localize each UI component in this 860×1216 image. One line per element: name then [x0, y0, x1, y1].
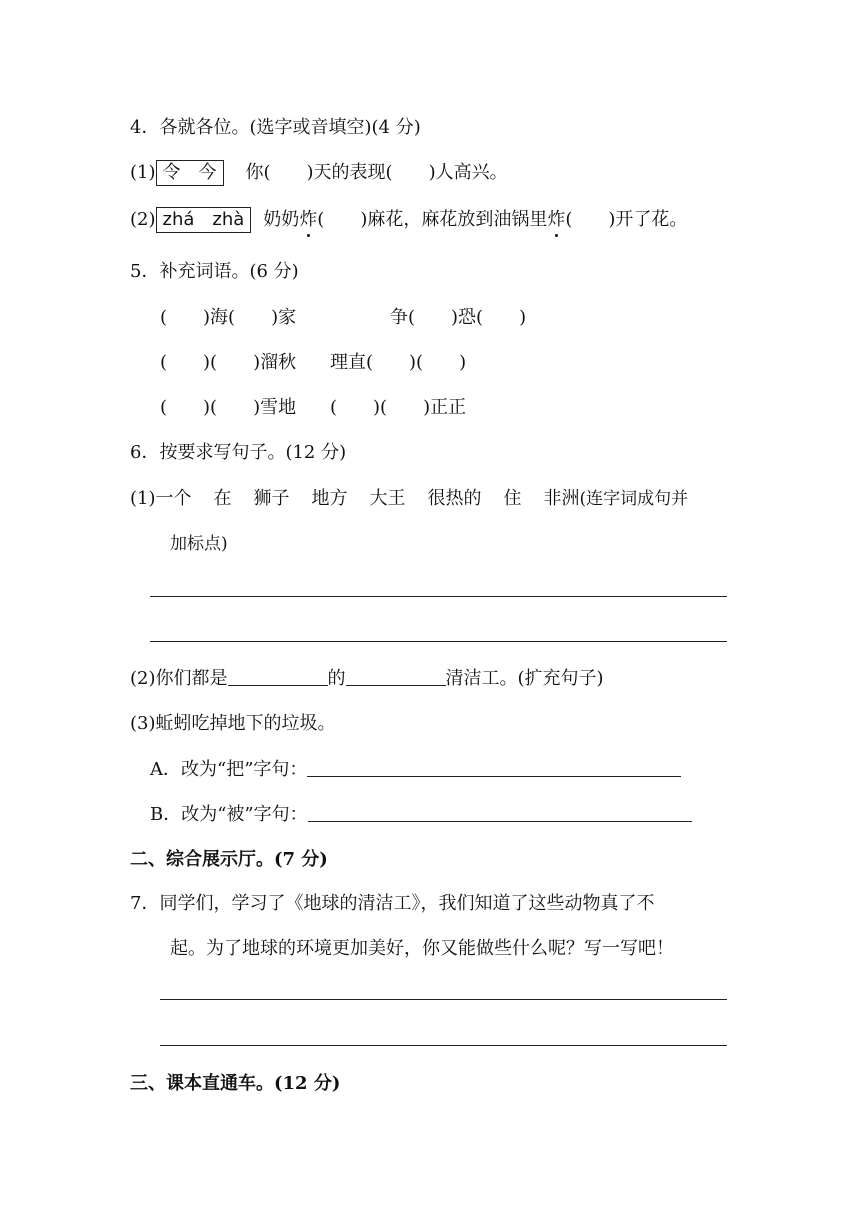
q4-item-1: (1) 令 今 你( )天的表现( )人高兴。: [130, 160, 508, 186]
char-choice-box: 令 今: [156, 160, 224, 186]
word-3: 狮子: [253, 488, 290, 509]
q5-blank-5: ( )( )雪地: [160, 397, 297, 418]
answer-line[interactable]: [150, 596, 727, 597]
word-4: 地方: [311, 488, 348, 509]
q4-title: 4．各就各位。(选字或音填空)(4 分): [130, 117, 421, 138]
word-1: 一个: [155, 488, 192, 509]
pinyin-choice-box: zhá zhà: [156, 207, 252, 233]
q5-blank-2: 争( )恐( ): [390, 307, 527, 328]
q6-pb: B．改为“被”字句：: [150, 803, 692, 827]
q6-p3: (3)蚯蚓吃掉地下的垃圾。: [130, 713, 336, 734]
word-5: 大王: [369, 488, 406, 509]
q5-blank-6: ( )( )正正: [330, 397, 467, 418]
q5-blank-4: 理直( )( ): [330, 352, 467, 373]
fill-blank[interactable]: [308, 803, 692, 822]
q5-blank-1: ( )海( )家: [160, 307, 297, 328]
dotted-char: 炸: [299, 209, 318, 230]
word-7: 住: [503, 488, 522, 509]
q6-p1: (1)一个 在 狮子 地方 大王 很热的 住 非洲(连字词成句并: [130, 488, 689, 509]
q6-title: 6．按要求写句子。(12 分): [130, 442, 347, 463]
section-2-title: 二、综合展示厅。(7 分): [130, 849, 328, 870]
q7-line-2: 起。为了地球的环境更加美好，你又能做些什么呢？写一写吧！: [170, 938, 674, 959]
fill-blank[interactable]: [228, 667, 328, 686]
answer-line[interactable]: [160, 999, 727, 1000]
q6-p2: (2)你们都是 的 清洁工。(扩充句子): [130, 668, 604, 689]
dotted-char: 炸: [547, 209, 566, 230]
word-2: 在: [213, 488, 232, 509]
fill-blank[interactable]: [346, 667, 446, 686]
q6-p1-instruction: 加标点): [170, 534, 228, 554]
q5-blank-3: ( )( )溜秋: [160, 352, 297, 373]
q7-line-1: 7．同学们，学习了《地球的清洁工》，我们知道了这些动物真了不: [130, 893, 655, 914]
q4-item-2: (2) zhá zhà 奶奶炸( )麻花，麻花放到油锅里炸( )开了花。: [130, 207, 687, 233]
q6-pa: A．改为“把”字句：: [150, 758, 681, 782]
word-8: 非洲: [543, 488, 580, 509]
section-3-title: 三、课本直通车。(12 分): [130, 1073, 341, 1094]
fill-blank[interactable]: [307, 758, 681, 777]
q5-title: 5．补充词语。(6 分): [130, 261, 299, 282]
answer-line[interactable]: [150, 641, 727, 642]
word-6: 很热的: [427, 488, 482, 509]
answer-line[interactable]: [160, 1045, 727, 1046]
